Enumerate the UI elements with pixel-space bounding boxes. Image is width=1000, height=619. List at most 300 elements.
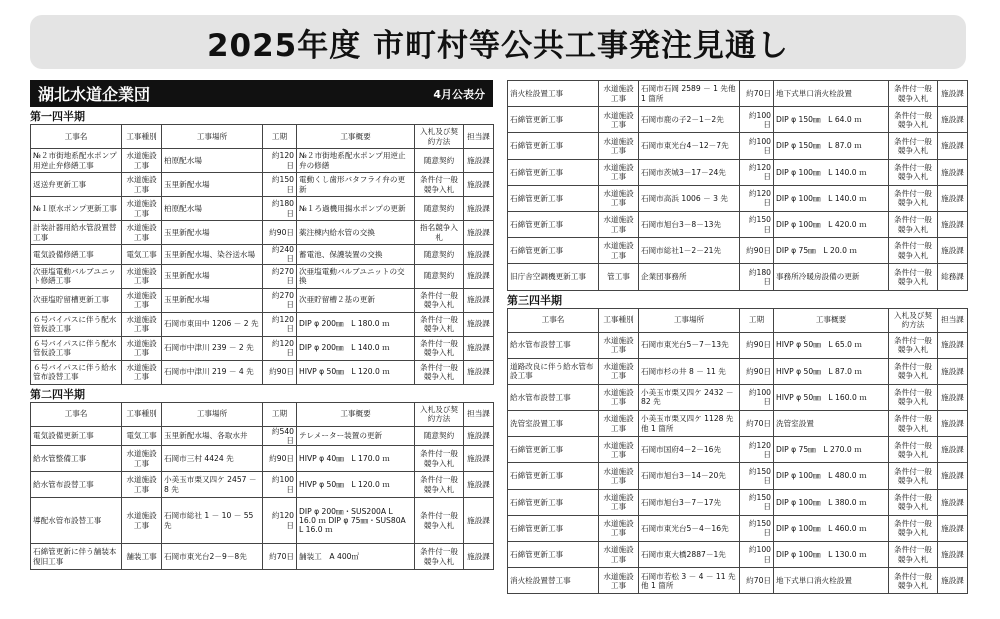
cell-dept: 施設課 [938,568,968,594]
cell-period: 約270日 [263,264,297,288]
cell-period: 約100日 [740,542,774,568]
cell-period: 約90日 [740,358,774,384]
cell-place: 玉里新配水場 [162,264,263,288]
cell-period: 約100日 [263,472,297,498]
table-row [31,245,494,265]
cell-place: 石岡市中津川 219 － 4 先 [162,360,263,384]
publish-note: 4月公表分 [433,87,485,101]
cell-method: 条件付一般競争入札 [889,81,938,107]
cell-name: 給水管布設替工事 [508,384,599,410]
cell-summary: 電動くし歯形バタフライ弁の更新 [297,173,415,197]
cell-type: 舗装工事 [122,544,162,570]
col-method: 入札及び契約方法 [415,402,464,426]
cell-place: 柏原配水場 [162,149,263,173]
cell-name: 次亜塩貯留槽更新工事 [31,288,122,312]
cell-dept: 施設課 [464,544,494,570]
cell-place: 石岡市旭台3－14－20先 [639,463,740,489]
cell-method: 条件付一般競争入札 [889,568,938,594]
page-title: 2025年度 市町村等公共工事発注見通し [206,27,790,64]
cell-place: 石岡市旭台3－8－13先 [639,211,740,237]
cell-name: ６号バイパスに伴う給水管布設替工事 [31,360,122,384]
cell-summary: 事務所冷暖房設備の更新 [774,264,889,290]
col-name: 工事名 [31,402,122,426]
cell-method: 条件付一般競争入札 [889,411,938,437]
cell-method: 条件付一般競争入札 [889,107,938,133]
cell-summary: №１ろ過機用揚水ポンプの更新 [297,197,415,221]
table-row [508,542,968,568]
table-header-row [508,308,968,332]
col-place: 工事場所 [639,308,740,332]
cell-place: 小美玉市栗又四ケ 2457 － 8 先 [162,472,263,498]
table-row [508,411,968,437]
cell-name: 石綿管更新工事 [508,185,599,211]
cell-type: 水道施設工事 [122,312,162,336]
cell-period: 約150日 [740,489,774,515]
left-column [30,80,493,570]
cell-method: 条件付一般競争入札 [889,159,938,185]
cell-period: 約240日 [263,245,297,265]
cell-method: 指名競争入札 [415,221,464,245]
cell-dept: 施設課 [938,238,968,264]
col-dept: 担当課 [464,402,494,426]
cell-method: 条件付一般競争入札 [889,332,938,358]
cell-period: 約180日 [740,264,774,290]
cell-type: 水道施設工事 [122,173,162,197]
cell-place: 石岡市三村 4424 先 [162,446,263,472]
cell-name: 消火栓設置替工事 [508,568,599,594]
cell-type: 水道施設工事 [122,472,162,498]
q2-continued-table [507,80,968,291]
cell-type: 水道施設工事 [122,336,162,360]
cell-type: 電気工事 [122,245,162,265]
cell-place: 石岡市東光台2－9－8先 [162,544,263,570]
table-row [31,264,494,288]
cell-method: 条件付一般競争入札 [415,336,464,360]
cell-method: 条件付一般競争入札 [889,384,938,410]
table-row [508,159,968,185]
cell-summary: DIP φ 150㎜ L 87.0 ｍ [774,133,889,159]
cell-period: 約90日 [263,221,297,245]
table-row [508,238,968,264]
cell-place: 石岡市杉の井 8 － 11 先 [639,358,740,384]
cell-name: 石綿管更新工事 [508,159,599,185]
cell-method: 随意契約 [415,149,464,173]
cell-summary: HIVP φ 50㎜ L 160.0 ｍ [774,384,889,410]
col-method: 入札及び契約方法 [415,125,464,149]
title-bar [30,15,966,69]
cell-summary: DIP φ 200㎜ L 140.0 ｍ [297,336,415,360]
cell-summary: №２市街地系配水ポンプ用逆止弁の修繕 [297,149,415,173]
cell-period: 約120日 [263,336,297,360]
table-row [508,264,968,290]
cell-type: 水道施設工事 [599,463,639,489]
cell-place: 石岡市東大橋2887－1先 [639,542,740,568]
cell-summary: DIP φ 75㎜ L 20.0 ｍ [774,238,889,264]
cell-place: 石岡市鹿の子2－1－2先 [639,107,740,133]
cell-period: 約150日 [740,211,774,237]
cell-dept: 施設課 [464,336,494,360]
cell-method: 条件付一般競争入札 [415,360,464,384]
cell-name: 石綿管更新工事 [508,489,599,515]
table-row [31,173,494,197]
cell-type: 水道施設工事 [122,149,162,173]
cell-type: 水道施設工事 [599,81,639,107]
cell-name: ６号バイパスに伴う配水管仮設工事 [31,336,122,360]
col-period: 工期 [263,125,297,149]
cell-dept: 施設課 [464,288,494,312]
cell-summary: テレメーター装置の更新 [297,426,415,446]
col-period: 工期 [263,402,297,426]
q2-table [30,402,494,571]
table-row [508,211,968,237]
table-row [31,149,494,173]
q3-table [507,308,968,595]
cell-place: 石岡市旭台3－7－17先 [639,489,740,515]
cell-name: 電気設備更新工事 [31,426,122,446]
cell-method: 条件付一般競争入札 [889,515,938,541]
cell-summary: 次亜貯留槽２基の更新 [297,288,415,312]
cell-dept: 施設課 [938,81,968,107]
cell-period: 約90日 [740,238,774,264]
cell-name: 導配水管布設替工事 [31,498,122,544]
col-dept: 担当課 [464,125,494,149]
cell-place: 小美玉市栗又四ケ 2432 － 82 先 [639,384,740,410]
table-header-row [31,125,494,149]
cell-period: 約120日 [263,149,297,173]
cell-dept: 施設課 [938,185,968,211]
cell-place: 玉里新配水場、染谷送水場 [162,245,263,265]
cell-type: 水道施設工事 [599,211,639,237]
table-row [508,107,968,133]
cell-type: 水道施設工事 [599,411,639,437]
cell-name: 電気設備修繕工事 [31,245,122,265]
cell-method: 条件付一般競争入札 [415,544,464,570]
table-row [508,358,968,384]
cell-method: 条件付一般競争入札 [889,542,938,568]
org-header [30,80,493,107]
cell-dept: 施設課 [938,107,968,133]
table-row [31,472,494,498]
table-row [31,426,494,446]
cell-name: 給水管布設替工事 [31,472,122,498]
cell-method: 条件付一般競争入札 [889,238,938,264]
cell-period: 約70日 [740,568,774,594]
cell-name: 石綿管更新工事 [508,238,599,264]
cell-dept: 施設課 [938,515,968,541]
table-row [508,81,968,107]
right-column [507,80,967,594]
cell-summary: DIP φ 75㎜ L 270.0 ｍ [774,437,889,463]
table-row [31,312,494,336]
cell-dept: 施設課 [464,498,494,544]
cell-name: 旧庁舎空調機更新工事 [508,264,599,290]
cell-method: 条件付一般競争入札 [889,489,938,515]
cell-place: 玉里新配水場、各取水井 [162,426,263,446]
cell-type: 電気工事 [122,426,162,446]
col-type: 工事種別 [599,308,639,332]
cell-method: 条件付一般競争入札 [889,437,938,463]
cell-summary: HIVP φ 50㎜ L 87.0 ｍ [774,358,889,384]
cell-place: 石岡市東光台5－4－16先 [639,515,740,541]
cell-method: 条件付一般競争入札 [889,185,938,211]
cell-place: 石岡市東田中 1206 － 2 先 [162,312,263,336]
cell-period: 約270日 [263,288,297,312]
cell-summary: 薬注棟内給水管の交換 [297,221,415,245]
cell-type: 水道施設工事 [122,288,162,312]
col-summary: 工事概要 [297,125,415,149]
cell-period: 約120日 [740,159,774,185]
cell-type: 水道施設工事 [599,515,639,541]
cell-name: 石綿管更新工事 [508,133,599,159]
col-summary: 工事概要 [297,402,415,426]
cell-dept: 施設課 [464,446,494,472]
cell-period: 約100日 [740,384,774,410]
cell-type: 水道施設工事 [599,107,639,133]
table-row [508,463,968,489]
table-row [508,133,968,159]
cell-summary: 蓄電池、保護装置の交換 [297,245,415,265]
cell-period: 約90日 [263,446,297,472]
cell-place: 柏原配水場 [162,197,263,221]
cell-summary: DIP φ 100㎜ L 480.0 ｍ [774,463,889,489]
table-row [31,288,494,312]
cell-place: 石岡市中津川 239 － 2 先 [162,336,263,360]
cell-method: 随意契約 [415,264,464,288]
q3-heading: 第三四半期 [507,293,562,307]
cell-place: 小美玉市栗又四ケ 1128 先他 1 箇所 [639,411,740,437]
cell-place: 石岡市国府4－2－16先 [639,437,740,463]
cell-method: 条件付一般競争入札 [415,312,464,336]
cell-method: 随意契約 [415,245,464,265]
cell-dept: 施設課 [464,221,494,245]
cell-name: 石綿管更新工事 [508,515,599,541]
cell-summary: 地下式単口消火栓設置 [774,81,889,107]
table-row [508,185,968,211]
cell-name: 返送弁更新工事 [31,173,122,197]
cell-name: 石綿管更新工事 [508,542,599,568]
q1-table [30,124,494,385]
cell-method: 条件付一般競争入札 [889,211,938,237]
cell-type: 水道施設工事 [122,197,162,221]
cell-type: 水道施設工事 [599,358,639,384]
cell-type: 水道施設工事 [599,238,639,264]
cell-period: 約120日 [740,185,774,211]
cell-summary: DIP φ 200㎜・SUS200A L 16.0 ｍ DIP φ 75㎜・SUS80A L 16.0 ｍ [297,498,415,544]
table-row [31,544,494,570]
cell-method: 条件付一般競争入札 [889,264,938,290]
cell-type: 水道施設工事 [599,489,639,515]
cell-dept: 施設課 [464,149,494,173]
cell-name: 計装計器用給水管設置替工事 [31,221,122,245]
cell-method: 条件付一般競争入札 [889,133,938,159]
cell-dept: 施設課 [938,211,968,237]
table-row [508,437,968,463]
cell-method: 随意契約 [415,197,464,221]
cell-dept: 施設課 [938,384,968,410]
cell-dept: 施設課 [464,360,494,384]
col-place: 工事場所 [162,402,263,426]
cell-period: 約180日 [263,197,297,221]
cell-summary: DIP φ 150㎜ L 64.0 ｍ [774,107,889,133]
cell-place: 石岡市総社 1 － 10 － 55 先 [162,498,263,544]
cell-summary: DIP φ 100㎜ L 420.0 ｍ [774,211,889,237]
cell-dept: 施設課 [938,133,968,159]
cell-period: 約540日 [263,426,297,446]
cell-name: №２市街地系配水ポンプ用逆止弁修繕工事 [31,149,122,173]
cell-name: 給水管整備工事 [31,446,122,472]
table-row [508,332,968,358]
cell-type: 水道施設工事 [599,384,639,410]
cell-summary: HIVP φ 50㎜ L 120.0 ｍ [297,360,415,384]
cell-name: 石綿管更新工事 [508,437,599,463]
cell-type: 水道施設工事 [599,133,639,159]
q1-heading: 第一四半期 [30,110,85,123]
cell-method: 条件付一般競争入札 [415,498,464,544]
col-place: 工事場所 [162,125,263,149]
cell-name: 消火栓設置工事 [508,81,599,107]
cell-dept: 総務課 [938,264,968,290]
cell-type: 水道施設工事 [599,159,639,185]
cell-dept: 施設課 [464,245,494,265]
cell-place: 企業団事務所 [639,264,740,290]
cell-type: 水道施設工事 [122,446,162,472]
cell-period: 約100日 [740,107,774,133]
cell-summary: HIVP φ 40㎜ L 170.0 ｍ [297,446,415,472]
table-row [31,360,494,384]
cell-method: 条件付一般競争入札 [415,472,464,498]
table-row [31,446,494,472]
cell-method: 条件付一般競争入札 [415,446,464,472]
cell-summary: DIP φ 100㎜ L 460.0 ｍ [774,515,889,541]
cell-dept: 施設課 [464,312,494,336]
cell-period: 約120日 [740,437,774,463]
col-summary: 工事概要 [774,308,889,332]
cell-method: 条件付一般競争入札 [415,288,464,312]
cell-name: 次亜塩電動バルブユニット修繕工事 [31,264,122,288]
cell-type: 水道施設工事 [599,437,639,463]
cell-name: 洗管室設置工事 [508,411,599,437]
cell-place: 石岡市東光台5－7－13先 [639,332,740,358]
cell-dept: 施設課 [938,358,968,384]
cell-type: 水道施設工事 [122,221,162,245]
cell-place: 石岡市高浜 1006 － 3 先 [639,185,740,211]
cell-period: 約150日 [740,515,774,541]
table-row [31,336,494,360]
cell-type: 水道施設工事 [599,542,639,568]
col-period: 工期 [740,308,774,332]
cell-period: 約70日 [740,81,774,107]
cell-type: 水道施設工事 [122,264,162,288]
col-type: 工事種別 [122,402,162,426]
cell-summary: 洗管室設置 [774,411,889,437]
cell-method: 条件付一般競争入札 [415,173,464,197]
col-type: 工事種別 [122,125,162,149]
cell-period: 約150日 [740,463,774,489]
cell-period: 約70日 [263,544,297,570]
cell-summary: 次亜塩電動バルブユニットの交換 [297,264,415,288]
cell-dept: 施設課 [464,472,494,498]
cell-summary: HIVP φ 50㎜ L 65.0 ｍ [774,332,889,358]
cell-period: 約120日 [263,498,297,544]
cell-period: 約100日 [740,133,774,159]
cell-period: 約90日 [263,360,297,384]
cell-summary: 地下式単口消火栓設置 [774,568,889,594]
table-row [508,515,968,541]
cell-method: 条件付一般競争入札 [889,358,938,384]
cell-name: 石綿管更新工事 [508,211,599,237]
cell-name: 石綿管更新に伴う舗装本復旧工事 [31,544,122,570]
org-name: 湖北水道企業団 [38,85,151,104]
cell-type: 水道施設工事 [122,360,162,384]
cell-place: 玉里新配水場 [162,173,263,197]
cell-summary: HIVP φ 50㎜ L 120.0 ｍ [297,472,415,498]
cell-dept: 施設課 [938,463,968,489]
cell-name: 石綿管更新工事 [508,107,599,133]
table-row [31,197,494,221]
table-row [508,568,968,594]
cell-name: 給水管布設替工事 [508,332,599,358]
cell-summary: 舗装工 A 400㎡ [297,544,415,570]
cell-place: 玉里新配水場 [162,288,263,312]
cell-place: 石岡市総社1－2－21先 [639,238,740,264]
col-name: 工事名 [31,125,122,149]
cell-type: 管工事 [599,264,639,290]
cell-dept: 施設課 [464,426,494,446]
cell-name: №１原水ポンプ更新工事 [31,197,122,221]
cell-summary: DIP φ 200㎜ L 180.0 ｍ [297,312,415,336]
cell-place: 石岡市若松 3 － 4 － 11 先他 1 箇所 [639,568,740,594]
cell-summary: DIP φ 100㎜ L 130.0 ｍ [774,542,889,568]
table-row [508,384,968,410]
cell-name: 道路改良に伴う給水管布設工事 [508,358,599,384]
cell-dept: 施設課 [938,411,968,437]
cell-period: 約70日 [740,411,774,437]
col-method: 入札及び契約方法 [889,308,938,332]
q2-heading: 第二四半期 [30,387,85,401]
table-row [508,489,968,515]
cell-period: 約90日 [740,332,774,358]
cell-place: 石岡市石岡 2589 － 1 先他 1 箇所 [639,81,740,107]
cell-dept: 施設課 [938,542,968,568]
cell-summary: DIP φ 100㎜ L 380.0 ｍ [774,489,889,515]
cell-method: 随意契約 [415,426,464,446]
cell-place: 石岡市茨城3－17－24先 [639,159,740,185]
cell-dept: 施設課 [464,197,494,221]
table-row [31,498,494,544]
cell-method: 条件付一般競争入札 [889,463,938,489]
col-name: 工事名 [508,308,599,332]
cell-name: 石綿管更新工事 [508,463,599,489]
cell-type: 水道施設工事 [599,332,639,358]
table-header-row [31,402,494,426]
table-row [31,221,494,245]
cell-period: 約120日 [263,312,297,336]
cell-type: 水道施設工事 [122,498,162,544]
cell-period: 約150日 [263,173,297,197]
col-dept: 担当課 [938,308,968,332]
cell-name: ６号バイパスに伴う配水管仮設工事 [31,312,122,336]
cell-place: 石岡市東光台4－12－7先 [639,133,740,159]
cell-type: 水道施設工事 [599,568,639,594]
cell-dept: 施設課 [464,173,494,197]
cell-dept: 施設課 [938,159,968,185]
cell-dept: 施設課 [938,332,968,358]
cell-type: 水道施設工事 [599,185,639,211]
cell-summary: DIP φ 100㎜ L 140.0 ｍ [774,185,889,211]
cell-dept: 施設課 [938,489,968,515]
cell-summary: DIP φ 100㎜ L 140.0 ｍ [774,159,889,185]
cell-place: 玉里新配水場 [162,221,263,245]
